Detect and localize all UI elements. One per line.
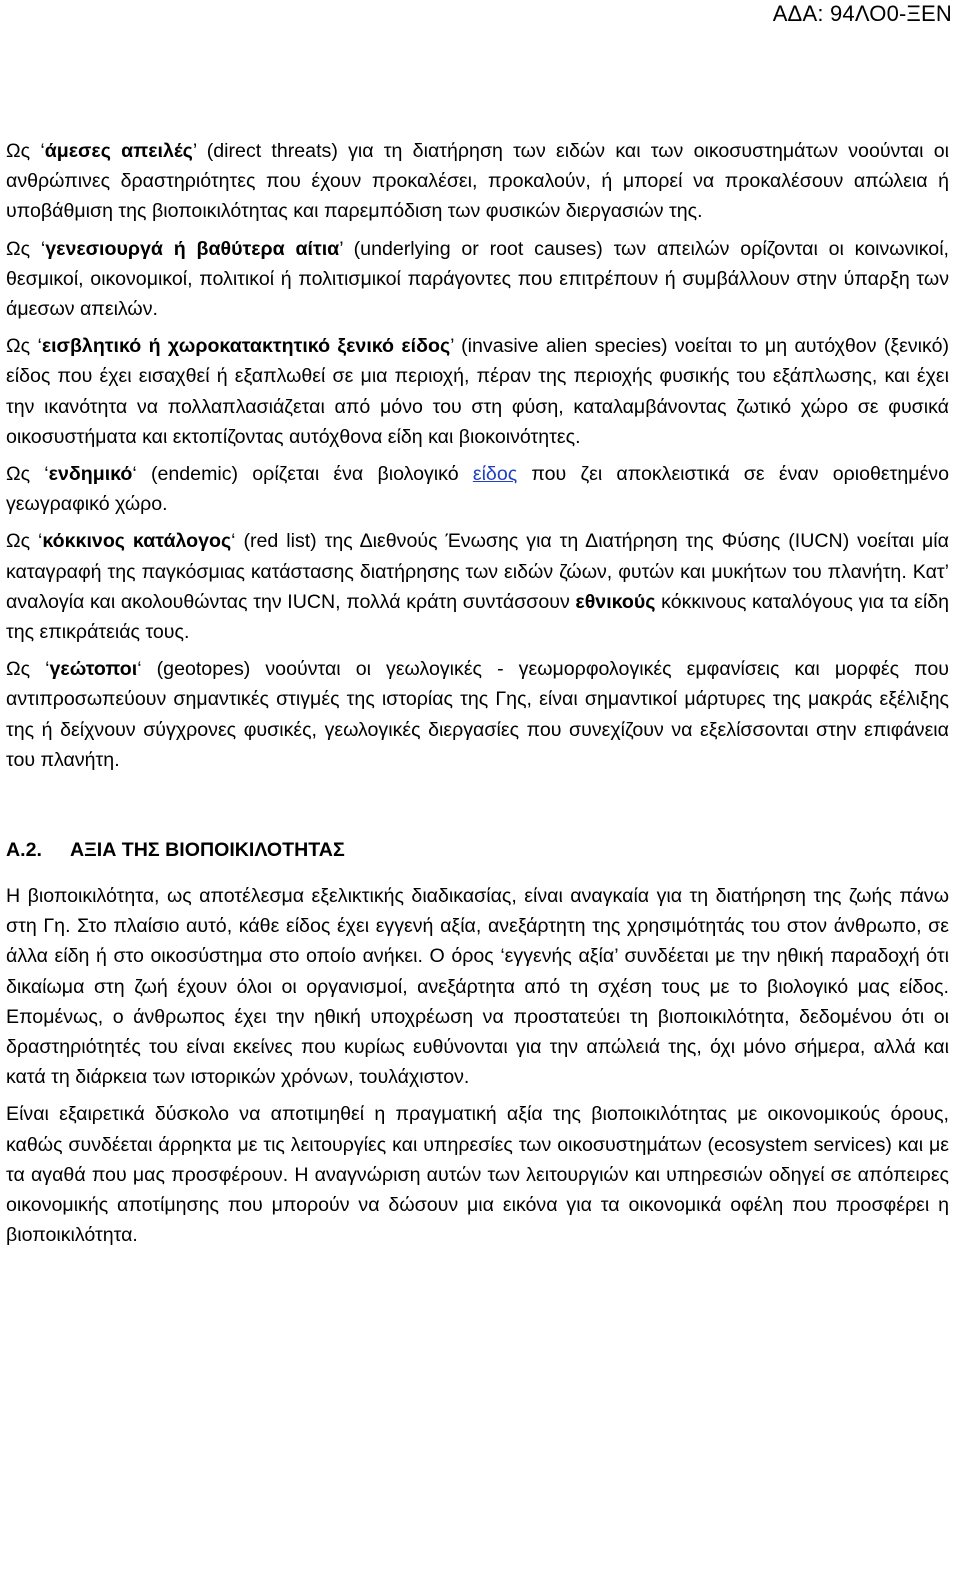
definition-text: ‘ (geotopes) νοούνται οι γεωλογικές - γεωμορφολογικές εμφανίσεις και μορφές που αντιπροσωπεύουν σημαντικές στιγμές της ιστορίας της Γης, είναι σημαντικοί μάρτυρες της μακράς εξέλιξης της ή δείχνουν σύγχρονες φυσικές, γεωλογικές διεργασίες που συνεχίζουν να εξελίσσονται στην επιφάνεια του πλανήτη. — [6, 658, 949, 771]
definition-text: ’ (underlying or root causes) των απειλών ορίζονται οι κοινωνικοί, θεσμικοί, οικονομικοί, πολιτικοί ή πολιτισμικοί παράγοντες που επιτρέπουν ή συμβάλλουν στην ύπαρξη των άμεσων απειλών. — [6, 237, 949, 321]
definition-text: ’ (direct threats) για τη διατήρηση των ειδών και των οικοσυστημάτων νοούνται οι ανθρώπινες δραστηριότητες που έχουν προκαλέσει, προκαλούν, ή μπορεί να προκαλέσουν απώλεια ή υποβάθμιση της βιοποικιλότητας και παρεμπόδιση των φυσικών διεργασιών της. — [6, 140, 949, 223]
definition-text: ‘ (endemic) ορίζεται ένα βιολογικό — [132, 463, 473, 486]
definition-direct-threats — [6, 136, 949, 227]
definition-term: εισβλητικό ή χωροκατακτητικό ξενικό είδος — [41, 335, 451, 358]
section-title: ΑΞΙΑ ΤΗΣ ΒΙΟΠΟΙΚΙΛΟΤΗΤΑΣ — [70, 839, 345, 862]
definition-term: ενδημικό — [48, 463, 133, 486]
species-link[interactable]: είδος — [472, 463, 518, 486]
section-heading — [6, 835, 949, 865]
definition-term: γεώτοποι — [49, 658, 138, 681]
section-number: Α.2. — [6, 839, 42, 862]
definition-invasive-species — [6, 331, 949, 452]
definition-prefix: Ως ‘ — [6, 335, 42, 358]
definition-term: άμεσες απειλές — [44, 140, 193, 162]
definition-endemic — [6, 459, 949, 519]
ada-code-header: ΑΔΑ: 94ΛΟ0-ΞΕΝ — [772, 1, 952, 26]
section-paragraph-economic-value: Είναι εξαιρετικά δύσκολο να αποτιμηθεί η πραγματική αξία της βιοποικιλότητας με οικονομικούς όρους, καθώς συνδέεται άρρηκτα με τις λειτουργίες και υπηρεσίες των οικοσυστημάτων (ecosystem services) και με τα αγαθά που μας προσφέρουν. Η αναγνώριση αυτών των λειτουργιών και υπηρεσιών οδηγεί σε απόπειρες οικονομικής αποτίμησης που μπορούν να δώσουν μια εικόνα για τα οικονομικά οφέλη που προσφέρει η βιοποικιλότητα. — [6, 1103, 949, 1247]
definition-text-end: που ζει αποκλειστικά σε έναν οριοθετημένο γεωγραφικό χώρο. — [6, 463, 949, 516]
section-paragraph-intrinsic-value: Η βιοποικιλότητα, ως αποτέλεσμα εξελικτικής διαδικασίας, είναι αναγκαία για τη διατήρηση της ζωής πάνω στη Γη. Στο πλαίσιο αυτό, κάθε είδος έχει εγγενή αξία, ανεξάρτητη της χρησιμότητάς του στον άνθρωπο, σε άλλα είδη ή στο οικοσύστημα στο οποίο ανήκει. Ο όρος ‘εγγενής αξία’ συνδέεται με την ηθική παραδοχή ότι δικαίωμα στη ζωή έχουν όλοι οι οργανισμοί, ανεξάρτητα από τη σχέση τους με το βιολογικό μας είδος. Επομένως, ο άνθρωπος έχει την ηθική υποχρέωση να προστατεύει τη βιοποικιλότητα, δεδομένου ότι οι δραστηριότητές του είναι εκείνες που κυρίως ευθύνονται για την απώλειά της, όχι μόνο σήμερα, αλλά και κατά τη διάρκεια των ιστορικών χρόνων, τουλάχιστον. — [6, 885, 949, 1089]
definition-text: ‘ (red list) της Διεθνούς Ένωσης για τη Διατήρηση της Φύσης (IUCN) νοείται μία καταγραφή της παγκόσμιας κατάστασης διατήρησης των ειδών ζώων, φυτών και μυκήτων του πλανήτη. Κατ’ αναλογία και ακολουθώντας την IUCN, πολλά κράτη συντάσσουν — [6, 530, 949, 613]
definition-term: κόκκινος κατάλογος — [42, 530, 232, 553]
definition-prefix: Ως ‘ — [6, 658, 50, 681]
definition-text-end: κόκκινους καταλόγους για τα είδη της επικράτειάς τους. — [6, 590, 949, 644]
document-content — [6, 136, 949, 1251]
definition-geotopes — [6, 654, 949, 775]
definition-prefix: Ως ‘ — [6, 530, 43, 553]
definition-prefix: Ως ‘ — [6, 140, 45, 162]
definition-prefix: Ως ‘ — [6, 463, 49, 486]
definition-red-list — [6, 526, 949, 647]
emphasis-national: εθνικούς — [575, 590, 656, 613]
definition-term: γενεσιουργά ή βαθύτερα αίτια — [45, 237, 340, 260]
definition-prefix: Ως ‘ — [6, 237, 46, 260]
definition-root-causes — [6, 234, 949, 325]
definition-text: ’ (invasive alien species) νοείται το μη αυτόχθον (ξενικό) είδος που έχει εισαχθεί ή εξαπλωθεί σε μια περιοχή, πέραν της περιοχής φυσικής του εξάπλωσης, και έχει την ικανότητα να πολλαπλασιάζεται από μόνο του στη φύση, καταλαμβάνοντας ζωτικό χώρο σε φυσικά οικοσυστήματα και εκτοπίζοντας αυτόχθονα είδη και βιοκοινότητες. — [6, 335, 950, 448]
